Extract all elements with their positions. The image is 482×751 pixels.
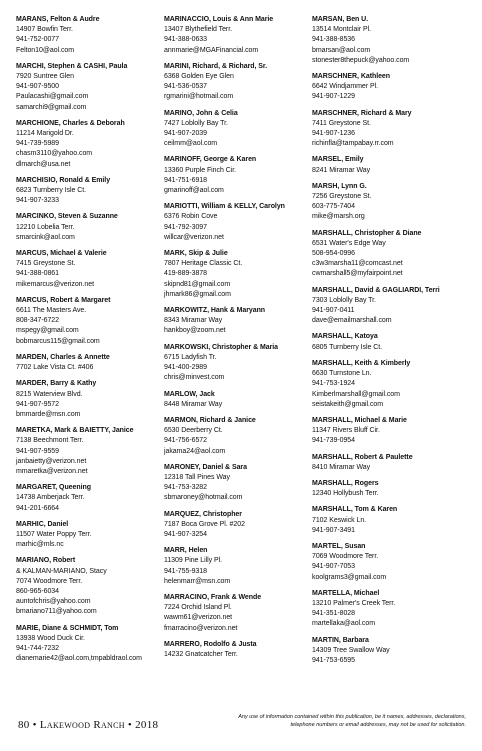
address-line: 6611 The Masters Ave. bbox=[16, 307, 87, 315]
email-line: fmarracino@verizon.net bbox=[164, 624, 238, 632]
resident-name: MARCINKO, Steven & Suzanne bbox=[16, 213, 118, 221]
email-line: chasm3110@yahoo.com bbox=[16, 150, 93, 158]
email-line: mike@marsh.org bbox=[312, 213, 365, 221]
directory-entry bbox=[312, 479, 464, 499]
resident-name: MARIOTTI, William & KELLY, Carolyn bbox=[164, 203, 285, 211]
address-line: 6642 Windjammer Pl. bbox=[312, 83, 378, 91]
phone-line: 860-965-6034 bbox=[16, 587, 59, 595]
address-line: 8343 Miramar Way bbox=[164, 317, 223, 325]
phone-line: 941-753-1924 bbox=[312, 380, 355, 388]
resident-name: MARCHISIO, Ronald & Emily bbox=[16, 176, 111, 184]
directory-entry bbox=[164, 546, 316, 587]
directory-entry bbox=[312, 542, 464, 583]
email-line: richinfla@tampabay.rr.com bbox=[312, 140, 394, 148]
email-line: chris@minvest.com bbox=[164, 374, 225, 382]
resident-name: MARINO, John & Celia bbox=[164, 109, 238, 117]
page-footer bbox=[10, 712, 476, 742]
resident-name: MARSCHNER, Kathleen bbox=[312, 73, 391, 81]
directory-entry bbox=[164, 62, 316, 103]
directory-entry bbox=[164, 306, 316, 337]
email-line: bobmarcus115@gmail.com bbox=[16, 337, 100, 345]
phone-line: 941-751-6918 bbox=[164, 176, 207, 184]
directory-entry bbox=[16, 296, 168, 347]
address-line: 6805 Turnberry Isle Ct. bbox=[312, 343, 383, 351]
phone-line: 808-347-6722 bbox=[16, 317, 59, 325]
directory-entry bbox=[312, 332, 464, 352]
address-line: 6823 Turnberry Isle Ct. bbox=[16, 187, 87, 195]
resident-name: MARMON, Richard & Janice bbox=[164, 416, 256, 424]
directory-entry bbox=[312, 359, 464, 410]
directory-entry bbox=[312, 453, 464, 473]
email-line: mmaretka@verizon.net bbox=[16, 467, 88, 475]
resident-name: MARDEN, Charles & Annette bbox=[16, 353, 110, 361]
address-line: 6531 Water's Edge Way bbox=[312, 239, 386, 247]
address-line: 6376 Robin Cove bbox=[164, 213, 218, 221]
directory-entry bbox=[16, 119, 168, 170]
directory-entry bbox=[16, 15, 168, 56]
email-line: gmarinoff@aol.com bbox=[164, 187, 224, 195]
resident-name: MARHIC, Daniel bbox=[16, 520, 69, 528]
email-line: bmariano711@yahoo.com bbox=[16, 608, 97, 616]
address-line: 7427 Loblolly Bay Tr. bbox=[164, 119, 228, 127]
directory-entry bbox=[164, 463, 316, 504]
resident-name: MARSEL, Emily bbox=[312, 156, 364, 164]
directory-entry bbox=[312, 636, 464, 667]
phone-line: 941-752-0077 bbox=[16, 36, 59, 44]
address-line: 7920 Suntree Glen bbox=[16, 73, 74, 81]
address-line: 14907 Bowfin Terr. bbox=[16, 26, 73, 34]
directory-entry bbox=[164, 416, 316, 457]
address-line: 14309 Tree Swallow Way bbox=[312, 646, 390, 654]
directory-column-2 bbox=[164, 15, 316, 666]
phone-line: 941-739-0954 bbox=[312, 437, 355, 445]
directory-entry bbox=[164, 15, 316, 56]
resident-name: MARDER, Barry & Kathy bbox=[16, 380, 97, 388]
page-number-label: 80 • Lakewood Ranch • 2018 bbox=[18, 719, 159, 731]
email-line: dlmarch@usa.net bbox=[16, 160, 71, 168]
resident-name: MARKOWITZ, Hank & Maryann bbox=[164, 307, 266, 315]
directory-entry bbox=[312, 416, 464, 447]
directory-entry bbox=[312, 505, 464, 536]
directory-entry bbox=[164, 390, 316, 410]
phone-line: 941-907-3254 bbox=[164, 530, 207, 538]
phone-line: 603-775-7404 bbox=[312, 203, 355, 211]
resident-name: MARINI, Richard, & Richard, Sr. bbox=[164, 62, 268, 70]
directory-entry bbox=[164, 593, 316, 634]
address-line: 8215 Waterview Blvd. bbox=[16, 390, 83, 398]
address-line: 7415 Greystone St. bbox=[16, 260, 76, 268]
email-line: stonester8thepuck@yahoo.com bbox=[312, 56, 410, 64]
phone-line: 941-388-0861 bbox=[16, 270, 59, 278]
directory-entry bbox=[16, 520, 168, 551]
address-line: 12318 Tall Pines Way bbox=[164, 473, 230, 481]
email-line: mikemarcus@verizon.net bbox=[16, 280, 94, 288]
phone-line: 941-753-6595 bbox=[312, 656, 355, 664]
address-line: 13514 Montclair Pl. bbox=[312, 26, 371, 34]
address-line: 12210 Lobelia Terr. bbox=[16, 223, 75, 231]
phone-line: 941-755-9318 bbox=[164, 567, 207, 575]
directory-entry bbox=[16, 556, 168, 617]
email-line: Kimberlmarshall@gmail.com bbox=[312, 390, 400, 398]
directory-entry bbox=[164, 155, 316, 196]
email-line: c3w3marsha11@comcast.net bbox=[312, 260, 403, 268]
address-line: 12340 Hollybush Terr. bbox=[312, 490, 379, 498]
phone-line: 941-907-9500 bbox=[16, 83, 59, 91]
address-line: 6630 Turnstone Ln. bbox=[312, 370, 372, 378]
email-line: seistakeith@gmail.com bbox=[312, 400, 384, 408]
resident-name: MARRACINO, Frank & Wende bbox=[164, 593, 262, 601]
email-line: sbmaroney@hotmail.com bbox=[164, 494, 243, 502]
directory-entry bbox=[312, 589, 464, 630]
directory-entry bbox=[164, 249, 316, 300]
resident-name: MARANS, Felton & Audre bbox=[16, 16, 100, 23]
phone-line: 941-907-3491 bbox=[312, 526, 355, 534]
address-line: 7303 Loblolly Bay Tr. bbox=[312, 296, 376, 304]
phone-line: 941-753-3282 bbox=[164, 484, 207, 492]
directory-entry bbox=[16, 353, 168, 373]
email-line: auntofchris@yahoo.com bbox=[16, 598, 91, 606]
email-line: martellaka@aol.com bbox=[312, 620, 376, 628]
address-line: 7411 Greystone St. bbox=[312, 119, 371, 127]
email-line: skipnd81@gmail.com bbox=[164, 280, 231, 288]
phone-line: 941-351-8028 bbox=[312, 610, 355, 618]
phone-line: 941-388-8536 bbox=[312, 36, 355, 44]
phone-line: 941-907-1236 bbox=[312, 130, 355, 138]
resident-name: MARKOWSKI, Christopher & Maria bbox=[164, 343, 279, 351]
resident-name: MARTELLA, Michael bbox=[312, 589, 380, 597]
email-line: mspegy@gmail.com bbox=[16, 327, 79, 335]
directory-entry bbox=[164, 640, 316, 660]
resident-name: MARIE, Diane & SCHMIDT, Tom bbox=[16, 624, 119, 632]
address-line: 6368 Golden Eye Glen bbox=[164, 73, 234, 81]
directory-entry bbox=[312, 72, 464, 103]
email-line: annmarie@MGAFinancial.com bbox=[164, 46, 259, 54]
resident-name: MARONEY, Daniel & Sara bbox=[164, 463, 247, 471]
directory-entry bbox=[312, 15, 464, 66]
phone-line: 941-739-5989 bbox=[16, 140, 59, 148]
resident-name: MARSHALL, Tom & Karen bbox=[312, 506, 398, 514]
resident-name: MARSH, Lynn G. bbox=[312, 182, 367, 190]
phone-line: 941-536-0537 bbox=[164, 83, 207, 91]
email-line: bmarsan@aol.com bbox=[312, 46, 371, 54]
directory-entry bbox=[164, 510, 316, 541]
address-line: 13210 Palmer's Creek Terr. bbox=[312, 599, 396, 607]
email-line: willcar@verizon.net bbox=[164, 233, 224, 241]
resident-name: MARLOW, Jack bbox=[164, 390, 215, 398]
address-line: 7102 Keswick Ln. bbox=[312, 516, 367, 524]
address-line: 8448 Miramar Way bbox=[164, 400, 223, 408]
phone-line: 941-907-9559 bbox=[16, 447, 59, 455]
resident-name: MARCUS, Robert & Margaret bbox=[16, 296, 111, 304]
directory-entry bbox=[164, 202, 316, 243]
directory-entry bbox=[312, 182, 464, 223]
address-line: 11347 Rivers Bluff Cir. bbox=[312, 427, 380, 435]
address-line: 7069 Woodmore Terr. bbox=[312, 553, 379, 561]
email-line: jhmark86@gmail.com bbox=[164, 290, 231, 298]
directory-column-3 bbox=[312, 15, 464, 672]
resident-name: MARSHALL, Michael & Marie bbox=[312, 416, 407, 424]
email-line: dianemarie42@aol.com,tmpabldraol.com bbox=[16, 655, 142, 663]
address-line: 6530 Deerberry Ct. bbox=[164, 427, 223, 435]
email-line: Felton10@aol.com bbox=[16, 46, 75, 54]
solicitation-disclaimer: Any use of information contained within this publication, be it names, addresses, declarations, telephone numbers or email addresses, may not be used for solicitation. bbox=[238, 714, 466, 728]
resident-name: MARR, Helen bbox=[164, 547, 208, 555]
address-line: & KALMAN-MARIANO, Stacy bbox=[16, 567, 107, 575]
resident-name: MARSHALL, Rogers bbox=[312, 479, 379, 487]
directory-entry bbox=[164, 343, 316, 384]
address-line: 7702 Lake Vista Ct. #406 bbox=[16, 364, 94, 372]
directory-column-1 bbox=[16, 15, 168, 670]
resident-name: MARSHALL, Keith & Kimberly bbox=[312, 359, 411, 367]
resident-name: MARCUS, Michael & Valerie bbox=[16, 250, 107, 258]
phone-line: 941-907-3233 bbox=[16, 197, 59, 205]
email-line: janbaietty@verizon.net bbox=[16, 457, 87, 465]
email-line: ceilmm@aol.com bbox=[164, 140, 218, 148]
address-line: 13938 Wood Duck Cir. bbox=[16, 634, 85, 642]
directory-entry bbox=[16, 176, 168, 207]
resident-name: MARSAN, Ben U. bbox=[312, 16, 369, 23]
resident-name: MARRERO, Rodolfo & Justa bbox=[164, 640, 257, 648]
address-line: 11507 Water Poppy Terr. bbox=[16, 530, 92, 538]
phone-line: 941-907-2039 bbox=[164, 130, 207, 138]
phone-line: 941-201-6664 bbox=[16, 504, 59, 512]
email-line: cwmarshall5@myfairpoint.net bbox=[312, 270, 403, 278]
resident-name: MARSCHNER, Richard & Mary bbox=[312, 109, 412, 117]
email-line: hankboy@zoom.net bbox=[164, 327, 226, 335]
phone-line: 508-954-0996 bbox=[312, 250, 355, 258]
address-line: 14738 Amberjack Terr. bbox=[16, 494, 85, 502]
email-line: marhic@mls.nc bbox=[16, 541, 64, 549]
resident-name: MARSHALL, Christopher & Diane bbox=[312, 229, 422, 237]
directory-entry bbox=[16, 426, 168, 477]
email-line: koolgrams3@gmail.com bbox=[312, 573, 387, 581]
address-line: 14232 Gnatcatcher Terr. bbox=[164, 650, 238, 658]
resident-name: MARSHALL, Katoya bbox=[312, 333, 378, 341]
resident-name: MARCHI, Stephen & CASHI, Paula bbox=[16, 62, 128, 70]
resident-name: MARGARET, Queening bbox=[16, 484, 91, 492]
phone-line: 941-400-2989 bbox=[164, 364, 207, 372]
phone-line: 419-889-3878 bbox=[164, 270, 207, 278]
directory-entry bbox=[164, 109, 316, 150]
resident-name: MARSHALL, Robert & Paulette bbox=[312, 453, 413, 461]
email-line: jakama24@aol.com bbox=[164, 447, 226, 455]
directory-entry bbox=[16, 379, 168, 420]
address-line: 7256 Greystone St. bbox=[312, 193, 372, 201]
email-line: bmmarde@msn.com bbox=[16, 410, 81, 418]
address-line: 6715 Ladyfish Tr. bbox=[164, 353, 217, 361]
directory-entry bbox=[312, 229, 464, 280]
email-line: helenmarr@msn.com bbox=[164, 577, 231, 585]
directory-entry bbox=[16, 212, 168, 243]
directory-entry bbox=[312, 109, 464, 150]
email-line: smarcink@aol.com bbox=[16, 233, 75, 241]
resident-name: MARIANO, Robert bbox=[16, 557, 76, 565]
phone-line: 941-756-6572 bbox=[164, 437, 207, 445]
address-line: 7224 Orchid Island Pl. bbox=[164, 604, 232, 612]
address-line: 7187 Boca Grove Pl. #202 bbox=[164, 520, 245, 528]
resident-name: MARCHIONE, Charles & Deborah bbox=[16, 119, 125, 127]
email-line: dave@emailmarshall.com bbox=[312, 317, 392, 325]
phone-line: 941-907-9572 bbox=[16, 400, 59, 408]
resident-name: MARSHALL, David & GAGLIARDI, Terri bbox=[312, 286, 440, 294]
directory-entry bbox=[312, 286, 464, 327]
directory-entry bbox=[16, 62, 168, 113]
resident-name: MARTEL, Susan bbox=[312, 542, 366, 550]
address-line: 13407 Blythefield Terr. bbox=[164, 26, 232, 34]
phone-line: 941-907-7053 bbox=[312, 563, 355, 571]
resident-name: MARETKA, Mark & BAIETTY, Janice bbox=[16, 427, 134, 435]
phone-line: 941-792-3097 bbox=[164, 223, 207, 231]
address-line: 8410 Miramar Way bbox=[312, 463, 371, 471]
address-line: 7074 Woodmore Terr. bbox=[16, 577, 83, 585]
address-line: 11214 Marigold Dr. bbox=[16, 130, 74, 138]
directory-entry bbox=[16, 249, 168, 290]
address-line: 13360 Purple Finch Cir. bbox=[164, 166, 237, 174]
resident-name: MARTIN, Barbara bbox=[312, 636, 369, 644]
phone-line: 941-744-7232 bbox=[16, 644, 59, 652]
address-line: 8241 Miramar Way bbox=[312, 166, 371, 174]
directory-entry bbox=[312, 155, 464, 175]
phone-line: 941-388-0633 bbox=[164, 36, 207, 44]
email-line: rgmarini@hotmail.com bbox=[164, 93, 234, 101]
resident-name: MARINOFF, George & Karen bbox=[164, 156, 257, 164]
resident-name: MARINACCIO, Louis & Ann Marie bbox=[164, 16, 274, 23]
phone-line: 941-907-0411 bbox=[312, 307, 355, 315]
email-line: wawm61@verizon.net bbox=[164, 614, 233, 622]
email-line: Paulacashi@gmail.com bbox=[16, 93, 89, 101]
address-line: 7138 Beechmont Terr. bbox=[16, 437, 84, 445]
directory-entry bbox=[16, 483, 168, 514]
email-line: samarchi9@gmail.com bbox=[16, 103, 87, 111]
phone-line: 941-907-1229 bbox=[312, 93, 355, 101]
resident-name: MARK, Skip & Julie bbox=[164, 250, 228, 258]
address-line: 7807 Heritage Classic Ct. bbox=[164, 260, 243, 268]
directory-entry bbox=[16, 624, 168, 665]
address-line: 11309 Pine Lilly Pl. bbox=[164, 557, 223, 565]
resident-name: MARQUEZ, Christopher bbox=[164, 510, 242, 518]
